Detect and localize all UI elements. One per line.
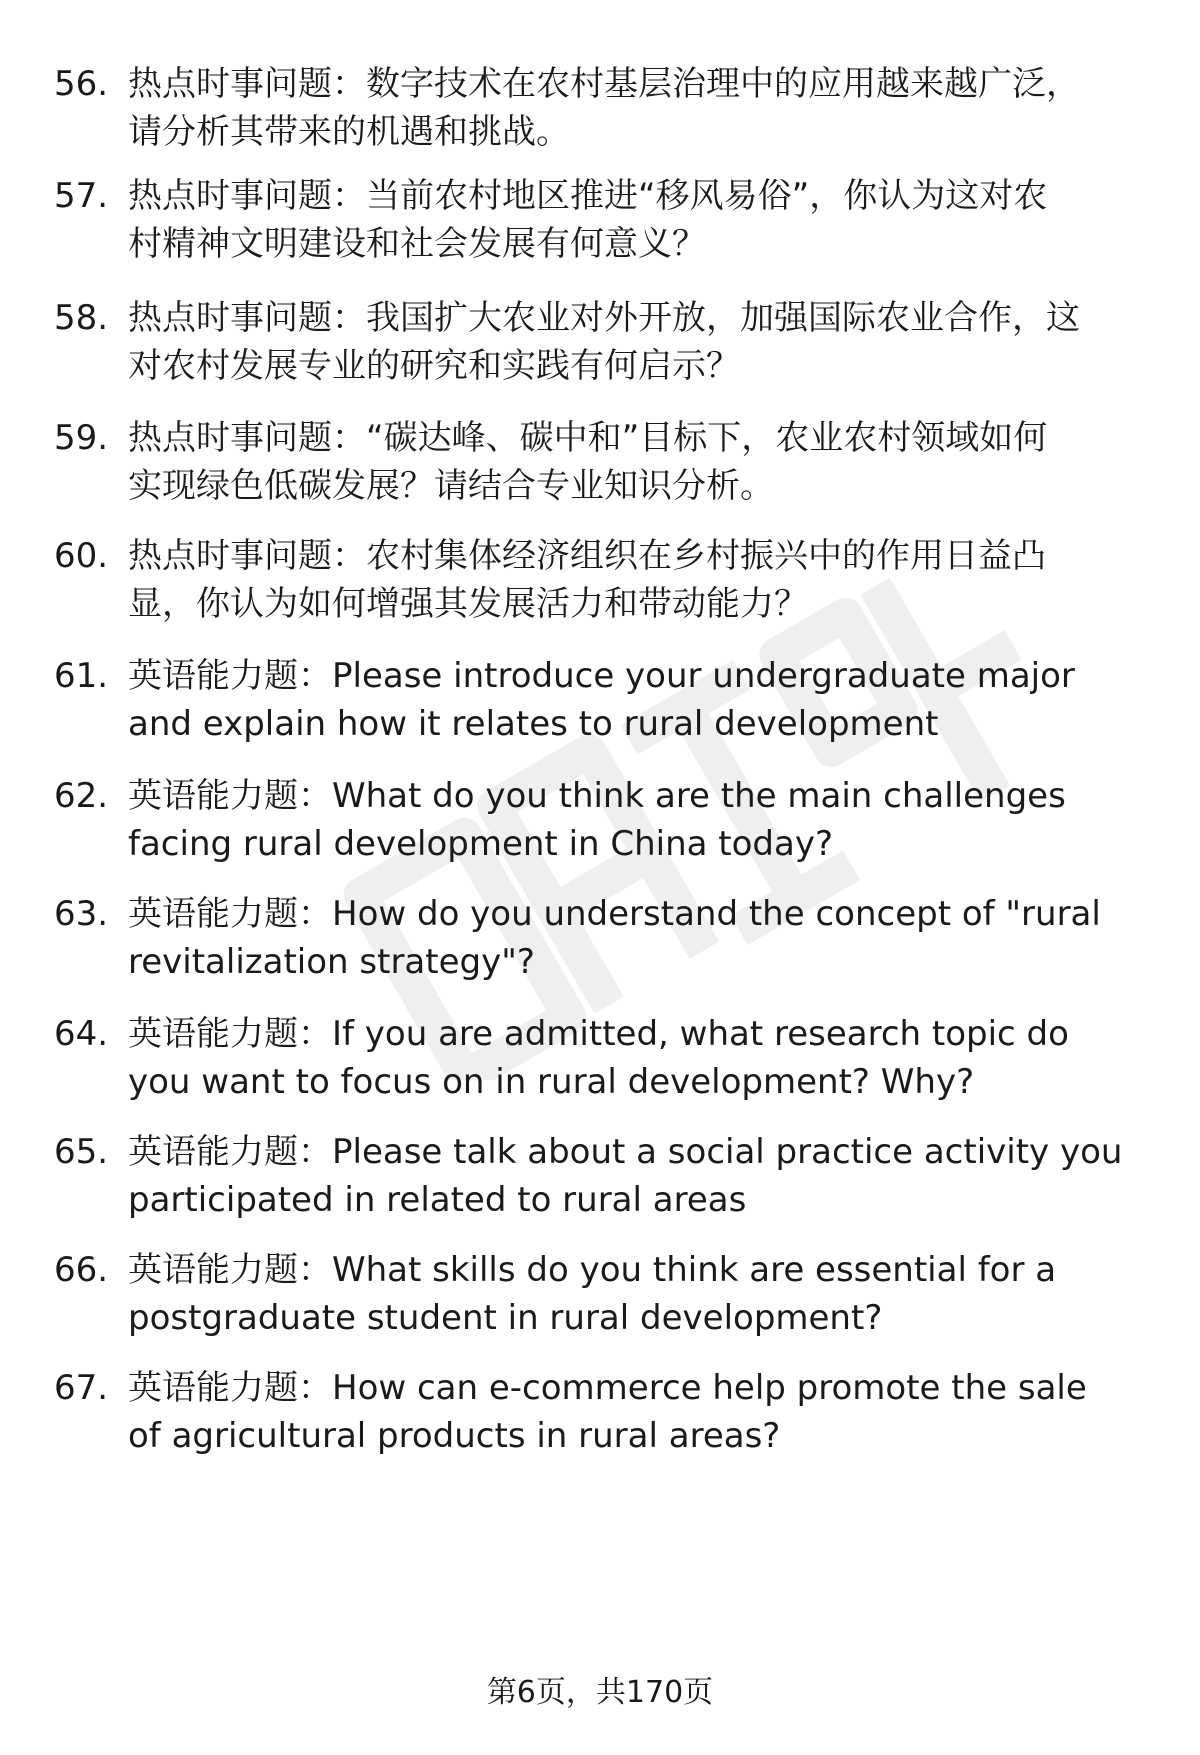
question-number: 62. [54,776,109,816]
question-text-line: facing rural development in China today? [128,824,834,864]
question-number: 64. [54,1014,109,1054]
page-footer: 第6页，共170页 [486,1675,714,1710]
question-number: 56. [54,64,109,104]
question-text-line: 热点时事问题：农村集体经济组织在乡村振兴中的作用日益凸 [128,536,1046,576]
question-text-line: 英语能力题：If you are admitted, what research topic do [128,1014,1069,1054]
list-item [0,1364,1200,1464]
question-text-line: 英语能力题：Please introduce your undergraduate major [128,656,1075,696]
question-number: 60. [54,536,109,576]
question-text-line: revitalization strategy"? [128,942,535,982]
question-text-line: 实现绿色低碳发展？请结合专业知识分析。 [128,466,774,506]
question-text-line: 热点时事问题：我国扩大农业对外开放，加强国际农业合作，这 [128,298,1080,338]
list-item [0,890,1200,990]
question-number: 63. [54,894,109,934]
list-item [0,414,1200,514]
list-item [0,652,1200,752]
question-text-line: postgraduate student in rural development? [128,1298,883,1338]
list-item [0,172,1200,272]
question-number: 61. [54,656,109,696]
question-text-line: 英语能力题：How can e-commerce help promote the sale [128,1368,1087,1408]
list-item [0,1128,1200,1228]
question-number: 65. [54,1132,109,1172]
list-item [0,1246,1200,1346]
question-number: 58. [54,298,109,338]
question-text-line: and explain how it relates to rural development [128,704,939,744]
question-text-line: 英语能力题：Please talk about a social practice activity you [128,1132,1123,1172]
question-text-line: you want to focus on in rural development? Why? [128,1062,975,1102]
list-item [0,60,1200,160]
question-number: 59. [54,418,109,458]
question-text-line: 英语能力题：How do you understand the concept of "rural [128,894,1101,934]
question-text-line: 英语能力题：What do you think are the main challenges [128,776,1066,816]
question-text-line: participated in related to rural areas [128,1180,747,1220]
question-text-line: 热点时事问题：当前农村地区推进“移风易俗”，你认为这对农 [128,176,1048,216]
question-text-line: of agricultural products in rural areas? [128,1416,781,1456]
question-number: 66. [54,1250,109,1290]
question-number: 67. [54,1368,109,1408]
question-text-line: 对农村发展专业的研究和实践有何启示？ [128,346,740,386]
question-text-line: 显，你认为如何增强其发展活力和带动能力？ [128,584,808,624]
question-number: 57. [54,176,109,216]
question-text-line: 请分析其带来的机遇和挑战。 [128,112,570,152]
question-text-line: 英语能力题：What skills do you think are essential for a [128,1250,1057,1290]
list-item [0,772,1200,872]
list-item [0,1010,1200,1110]
question-text-line: 热点时事问题：“碳达峰、碳中和”目标下，农业农村领域如何 [128,418,1048,458]
list-item [0,294,1200,394]
question-text-line: 村精神文明建设和社会发展有何意义？ [128,224,706,264]
question-text-line: 热点时事问题：数字技术在农村基层治理中的应用越来越广泛， [128,64,1080,104]
list-item [0,532,1200,632]
